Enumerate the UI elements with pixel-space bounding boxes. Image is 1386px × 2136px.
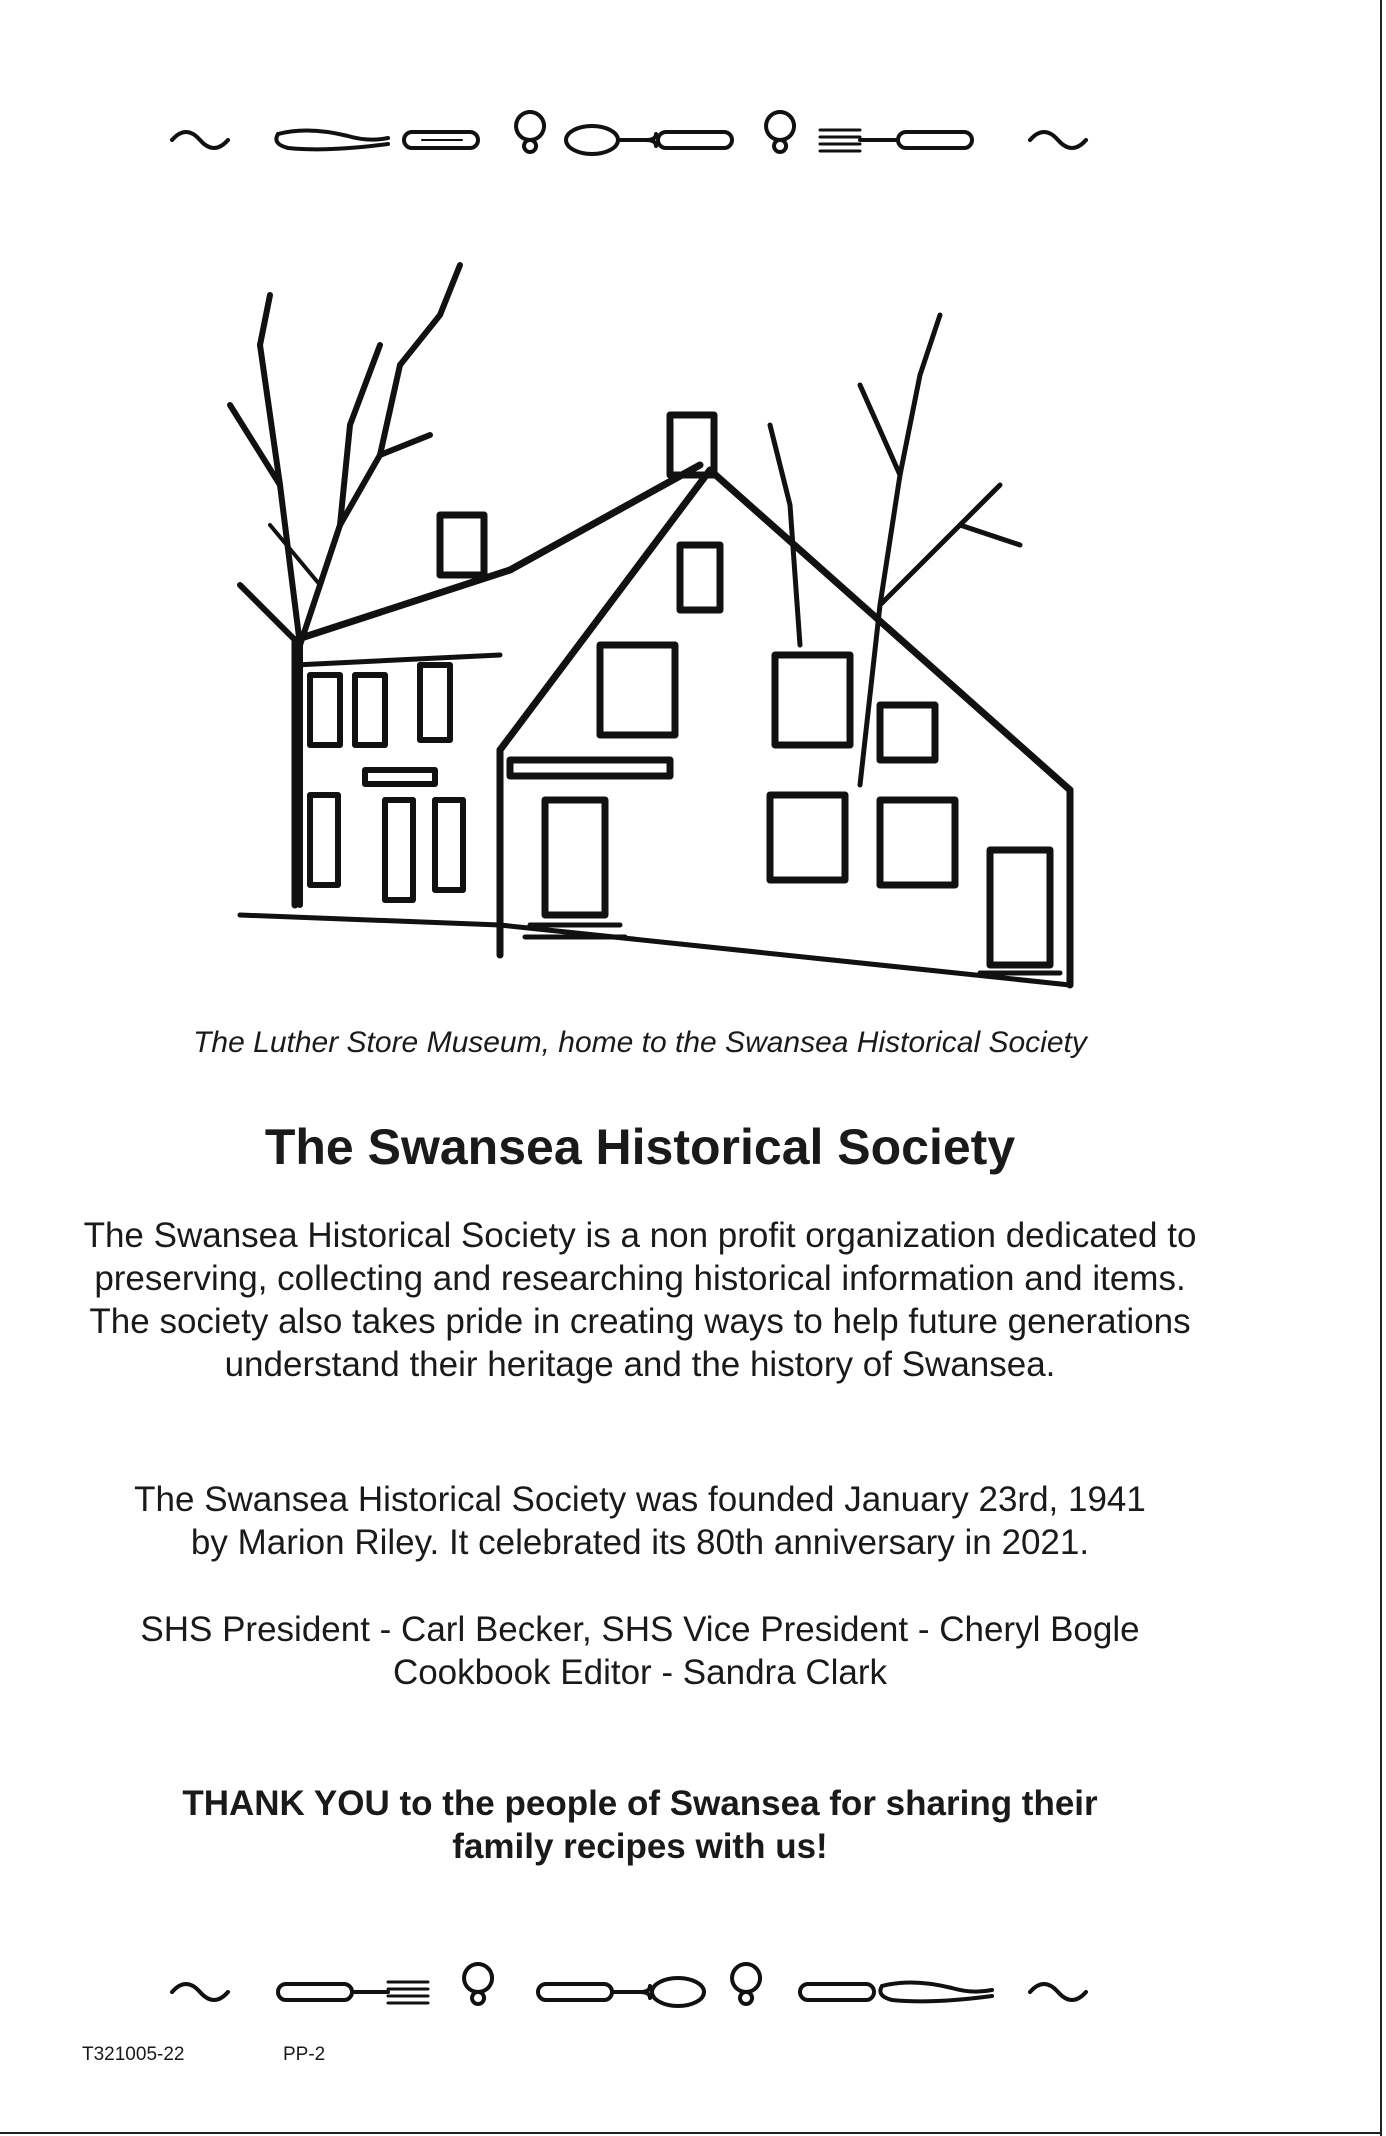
founded-line-2: by Marion Riley. It celebrated its 80th anniversary in 2021. [190, 1523, 1090, 1562]
thank-you-paragraph [60, 1782, 1220, 1868]
thanks-line-2: family recipes with us! [452, 1827, 828, 1866]
footer-code: T321005-22 [82, 2044, 185, 2065]
officers-paragraph [60, 1608, 1220, 1694]
bottom-utensil-divider [160, 1960, 1110, 2020]
officers-line-2: Cookbook Editor - Sandra Clark [392, 1653, 888, 1692]
officers-line-1: SHS President - Carl Becker, SHS Vice President - Cheryl Bogle [140, 1610, 1140, 1649]
page-title: The Swansea Historical Society [264, 1119, 1016, 1175]
top-utensil-divider [160, 108, 1110, 168]
page-border-right [1380, 0, 1382, 2136]
illustration-caption: The Luther Store Museum, home to the Swansea Historical Society [193, 1026, 1087, 1059]
page-border-bottom [0, 2132, 1382, 2134]
thanks-line-1: THANK YOU to the people of Swansea for sharing their [182, 1784, 1098, 1823]
mission-paragraph: The Swansea Historical Society is a non profit organization dedicated to preserving, collecting and researching historical information and items. The society also takes pride in creating ways to help future generations understand their heritage and the history of Swansea. [83, 1216, 1197, 1384]
founded-line-1: The Swansea Historical Society was founded January 23rd, 1941 [134, 1480, 1146, 1519]
founded-paragraph [60, 1478, 1220, 1564]
footer-page-number: PP-2 [283, 2044, 326, 2065]
house-sketch-illustration [200, 225, 1100, 1015]
